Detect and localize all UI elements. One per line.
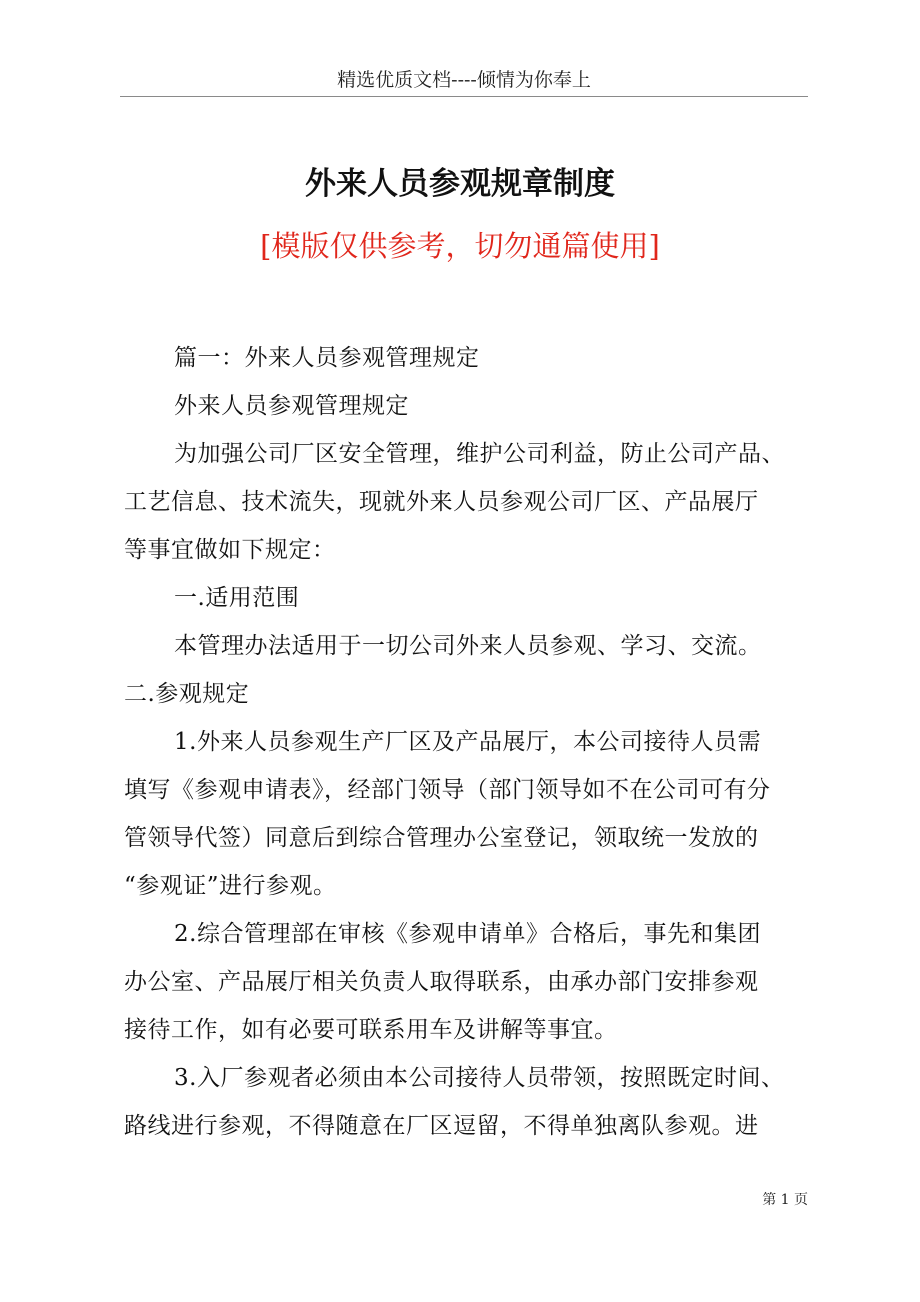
paragraph-line: 等事宜做如下规定： [124, 537, 336, 563]
paragraph-line: “参观证”进行参观。 [124, 873, 337, 899]
document-title: 外来人员参观规章制度 [305, 166, 615, 202]
paragraph-line: 1.外来人员参观生产厂区及产品展厅，本公司接待人员需 [174, 729, 761, 755]
paragraph-line: 工艺信息、技术流失，现就外来人员参观公司厂区、产品展厅 [124, 489, 759, 515]
document-subtitle: [模版仅供参考，切勿通篇使用] [260, 229, 660, 263]
chapter-heading: 篇一：外来人员参观管理规定 [174, 345, 480, 371]
section-heading: 一.适用范围 [174, 585, 300, 611]
paragraph-line: 办公室、产品展厅相关负责人取得联系，由承办部门安排参观 [124, 969, 759, 995]
section-title: 外来人员参观管理规定 [174, 393, 409, 419]
section-heading: 二.参观规定 [124, 681, 250, 707]
paragraph-line: 2.综合管理部在审核《参观申请单》合格后，事先和集团 [174, 921, 761, 947]
paragraph-line: 填写《参观申请表》，经部门领导（部门领导如不在公司可有分 [124, 777, 771, 803]
paragraph-line: 接待工作，如有必要可联系用车及讲解等事宜。 [124, 1017, 618, 1043]
paragraph-line: 为加强公司厂区安全管理，维护公司利益，防止公司产品、 [174, 441, 785, 467]
paragraph-line: 3.入厂参观者必须由本公司接待人员带领，按照既定时间、 [174, 1065, 785, 1091]
paragraph-line: 路线进行参观，不得随意在厂区逗留，不得单独离队参观。进 [124, 1113, 759, 1139]
page-header: 精选优质文档----倾情为你奉上 [120, 64, 808, 97]
page-number: 第 1 页 [762, 1192, 808, 1208]
document-body [124, 334, 812, 1150]
paragraph-line: 管领导代签）同意后到综合管理办公室登记，领取统一发放的 [124, 825, 759, 851]
paragraph-line: 本管理办法适用于一切公司外来人员参观、学习、交流。 [174, 633, 762, 659]
